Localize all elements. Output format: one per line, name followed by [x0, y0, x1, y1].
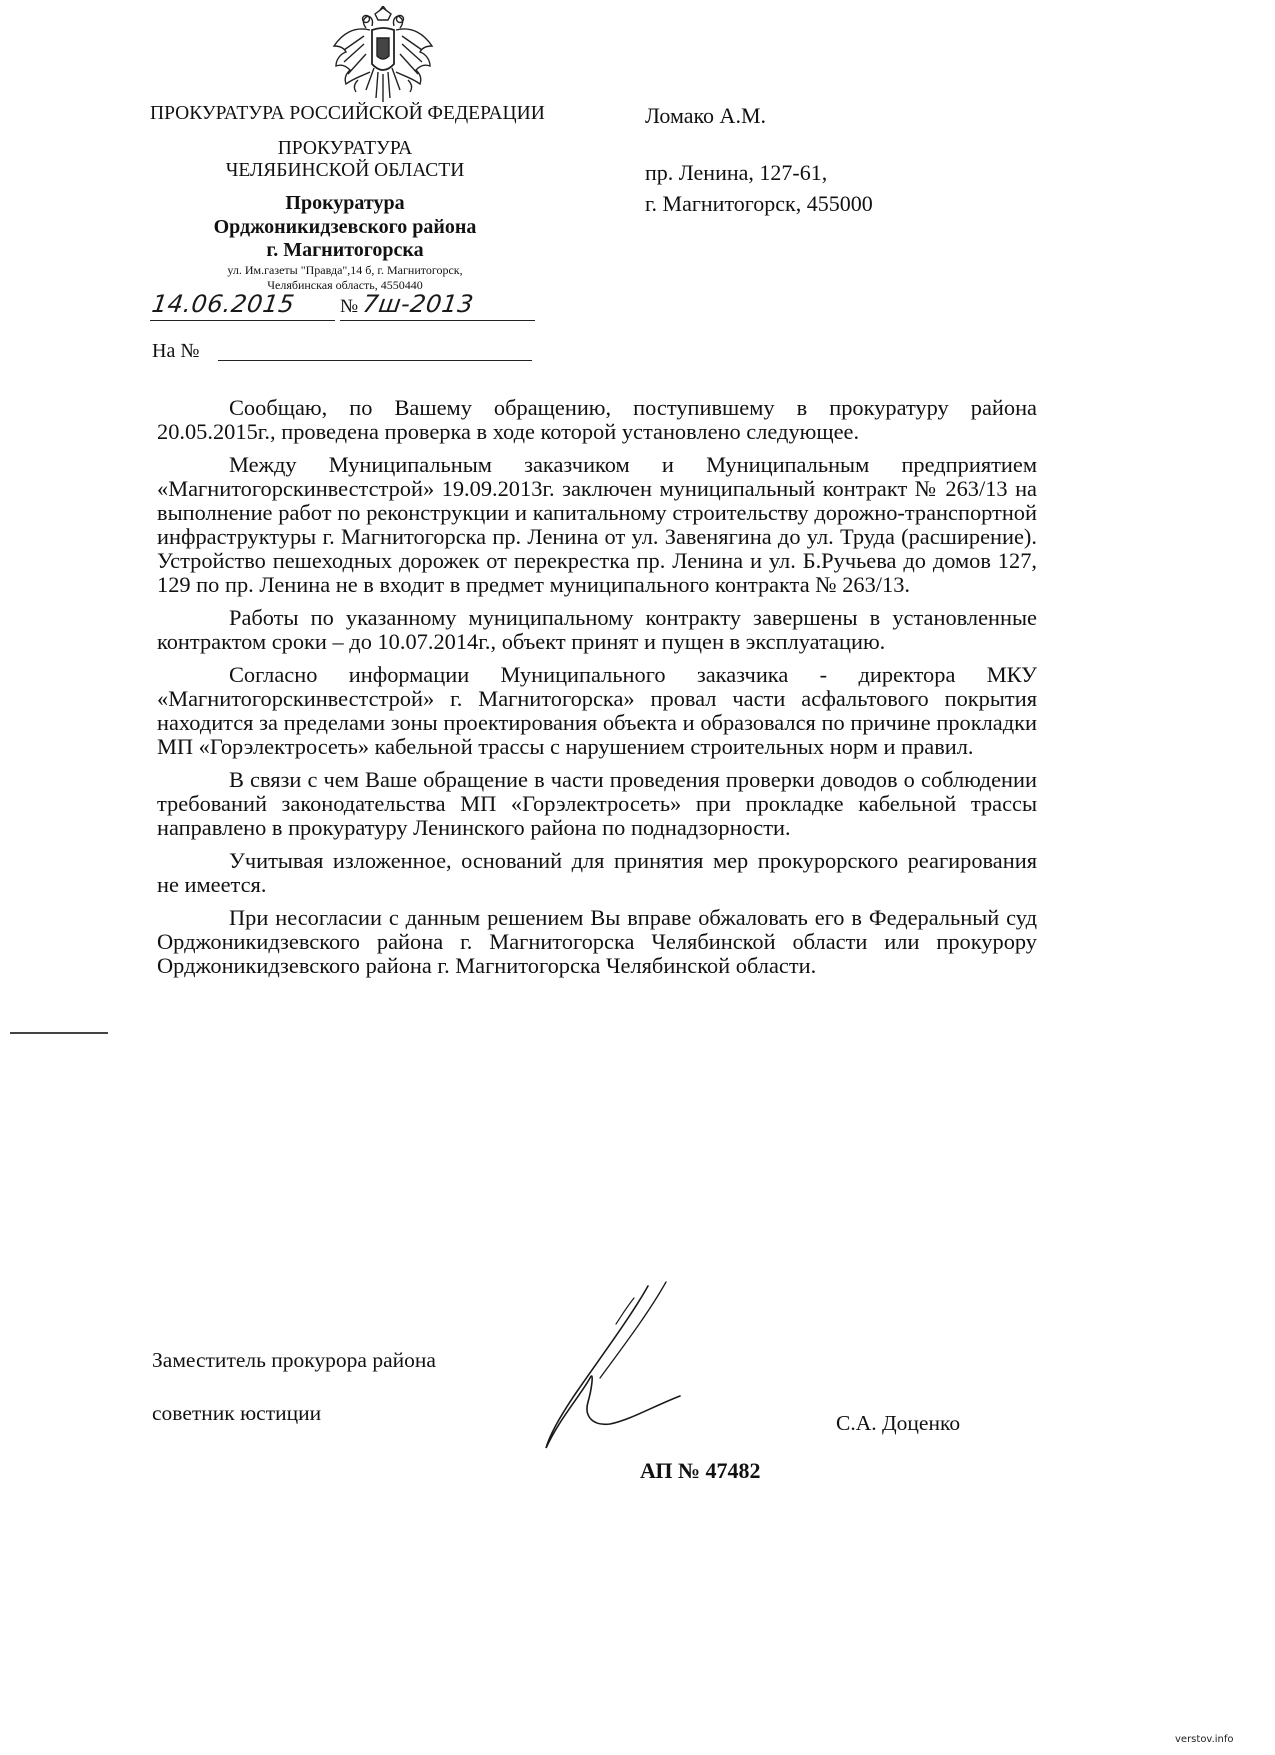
district-office-title-line3: г. Магнитогорска — [266, 239, 424, 261]
body-paragraph: Сообщаю, по Вашему обращению, поступившему в прокуратуру района 20.05.2015г., проведена проверка в ходе которой установлено следующее. — [157, 395, 1037, 444]
district-office-title-line1: Прокуратура — [285, 192, 405, 214]
double-headed-eagle-icon — [330, 6, 436, 106]
letter-body — [157, 396, 1037, 987]
number-sign: № — [340, 296, 359, 317]
body-paragraph: Работы по указанному муниципальному контракту завершены в установленные контрактом сроки – до 10.07.2014г., объект принят и пущен в эксплуатацию. — [157, 605, 1037, 654]
signer-position-line1: Заместитель прокурора района — [152, 1348, 436, 1372]
body-paragraph: Учитывая изложенное, оснований для принятия мер прокурорского реагирования не имеется. — [157, 848, 1037, 897]
recipient-street: пр. Ленина, 127-61, — [645, 160, 828, 185]
federal-office-title: ПРОКУРАТУРА РОССИЙСКОЙ ФЕДЕРАЦИИ — [150, 103, 545, 124]
handwritten-signature-icon — [530, 1278, 700, 1458]
number-underline — [340, 320, 535, 321]
body-paragraph: В связи с чем Ваше обращение в части проведения проверки доводов о соблюдении требований законодательства МП «Горэлектросеть» при прокладке кабельной трассы направлено в прокуратуру Ленинского района по поднадзорности. — [157, 767, 1037, 840]
reference-number-label: На № — [152, 340, 200, 362]
recipient-city: г. Магнитогорск, 455000 — [645, 191, 873, 216]
body-paragraph: Между Муниципальным заказчиком и Муниципальным предприятием «Магнитогорскинвестстрой» 19.09.2013г. заключен муниципальный контракт № 263/13 на выполнение работ по реконструкции и капитальному строительству дорожно-транспортной инфраструктуры г. Магнитогорска пр. Ленина от ул. Завенягина до ул. Труда (расширение). Устройство пешеходных дорожек от перекрестка пр. Ленина и ул. Б.Ручьева до домов 127, 129 по пр. Ленина не в входит в предмет муниципального контракта № 263/13. — [157, 452, 1037, 597]
recipient-name: Ломако А.М. — [645, 103, 767, 128]
signer-position-line2: советник юстиции — [152, 1401, 322, 1425]
outgoing-number: 7ш-2013 — [361, 290, 476, 318]
district-office-title-line2: Орджоникидзевского района — [213, 216, 477, 238]
site-watermark: verstov.info — [1175, 1734, 1234, 1745]
region-office-title-line1: ПРОКУРАТУРА — [277, 138, 413, 159]
reference-number-underline — [218, 360, 532, 361]
signer-name: С.А. Доценко — [836, 1411, 961, 1435]
body-paragraph: Согласно информации Муниципального заказчика - директора МКУ «Магнитогорскинвестстрой» г. Магнитогорска» провал части асфальтового покрытия находится за пределами зоны проектирования объекта и образовался по причине прокладки МП «Горэлектросеть» кабельной трассы с нарушением строительных норм и правил. — [157, 662, 1037, 759]
body-paragraph: При несогласии с данным решением Вы вправе обжаловать его в Федеральный суд Орджоникидзевского района г. Магнитогорска Челябинской области или прокурору Орджоникидзевского района г. Магнитогорска Челябинской области. — [157, 905, 1037, 978]
form-number: АП № 47482 — [640, 1458, 761, 1483]
outgoing-date: 14.06.2015 — [150, 290, 297, 318]
office-address-line1: ул. Им.газеты "Правда",14 б, г. Магнитогорск, — [227, 263, 463, 277]
scan-margin-mark — [10, 1032, 108, 1034]
office-address-line2: Челябинская область, 4550440 — [267, 278, 423, 292]
date-underline — [150, 320, 335, 321]
region-office-title-line2: ЧЕЛЯБИНСКОЙ ОБЛАСТИ — [225, 160, 465, 181]
